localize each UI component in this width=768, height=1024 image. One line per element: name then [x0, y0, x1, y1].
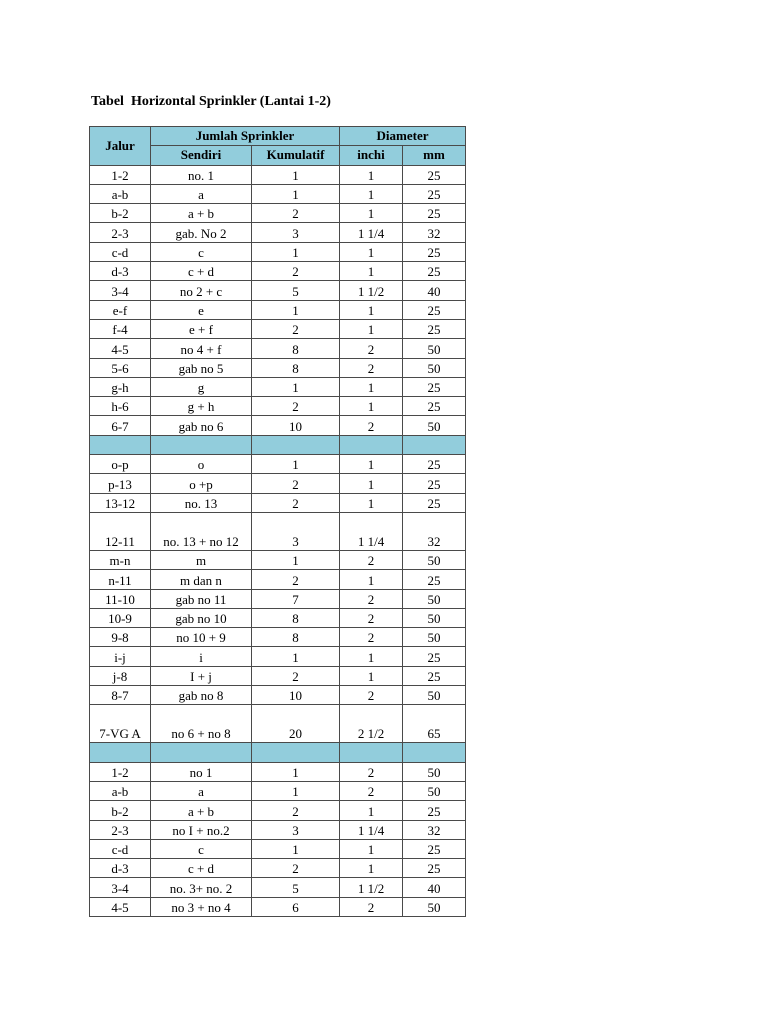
document-title: Tabel Horizontal Sprinkler (Lantai 1-2) [91, 94, 331, 109]
cell-mm: 50 [403, 550, 466, 569]
separator-cell [252, 435, 340, 454]
sprinkler-table [89, 126, 466, 917]
cell-inchi: 2 [340, 589, 403, 608]
table-row [90, 666, 466, 685]
cell-inchi: 2 [340, 550, 403, 569]
cell-kumulatif: 1 [252, 165, 340, 184]
cell-kumulatif: 1 [252, 550, 340, 569]
cell-mm: 25 [403, 300, 466, 319]
cell-jalur: 10-9 [90, 608, 151, 627]
cell-sendiri: no 2 + c [151, 281, 252, 300]
cell-inchi: 2 1/2 [340, 705, 403, 743]
separator-cell [340, 435, 403, 454]
table-row [90, 262, 466, 281]
cell-inchi: 2 [340, 781, 403, 800]
table-row [90, 319, 466, 338]
cell-sendiri: no 6 + no 8 [151, 705, 252, 743]
header-jalur: Jalur [90, 127, 151, 166]
header-inchi: inchi [340, 146, 403, 165]
cell-inchi: 1 [340, 319, 403, 338]
cell-mm: 25 [403, 319, 466, 338]
cell-sendiri: gab. No 2 [151, 223, 252, 242]
cell-mm: 25 [403, 647, 466, 666]
cell-sendiri: e + f [151, 319, 252, 338]
table-row [90, 223, 466, 242]
table-row [90, 859, 466, 878]
cell-sendiri: no 1 [151, 762, 252, 781]
cell-jalur: 7-VG A [90, 705, 151, 743]
table-header [90, 127, 466, 166]
cell-mm: 32 [403, 820, 466, 839]
cell-jalur: 4-5 [90, 339, 151, 358]
table-row [90, 762, 466, 781]
cell-kumulatif: 5 [252, 878, 340, 897]
cell-mm: 25 [403, 397, 466, 416]
header-kumulatif: Kumulatif [252, 146, 340, 165]
cell-kumulatif: 5 [252, 281, 340, 300]
cell-inchi: 1 [340, 204, 403, 223]
cell-jalur: o-p [90, 455, 151, 474]
cell-kumulatif: 8 [252, 608, 340, 627]
cell-jalur: a-b [90, 781, 151, 800]
cell-kumulatif: 2 [252, 570, 340, 589]
cell-sendiri: no. 13 [151, 493, 252, 512]
cell-kumulatif: 10 [252, 416, 340, 435]
cell-mm: 50 [403, 416, 466, 435]
cell-kumulatif: 1 [252, 455, 340, 474]
cell-jalur: 6-7 [90, 416, 151, 435]
cell-jalur: f-4 [90, 319, 151, 338]
cell-sendiri: g + h [151, 397, 252, 416]
cell-inchi: 1 [340, 300, 403, 319]
cell-kumulatif: 2 [252, 319, 340, 338]
cell-inchi: 1 1/4 [340, 223, 403, 242]
cell-kumulatif: 2 [252, 474, 340, 493]
cell-inchi: 2 [340, 628, 403, 647]
cell-inchi: 2 [340, 762, 403, 781]
cell-sendiri: gab no 8 [151, 686, 252, 705]
cell-kumulatif: 2 [252, 801, 340, 820]
cell-sendiri: no 3 + no 4 [151, 897, 252, 916]
cell-mm: 25 [403, 839, 466, 858]
cell-inchi: 1 1/4 [340, 820, 403, 839]
table-row [90, 339, 466, 358]
table-row [90, 647, 466, 666]
table-row [90, 493, 466, 512]
cell-sendiri: c + d [151, 859, 252, 878]
cell-kumulatif: 2 [252, 666, 340, 685]
section-separator-row [90, 435, 466, 454]
separator-cell [403, 435, 466, 454]
cell-jalur: h-6 [90, 397, 151, 416]
separator-cell [151, 435, 252, 454]
cell-sendiri: o +p [151, 474, 252, 493]
header-mm: mm [403, 146, 466, 165]
cell-kumulatif: 8 [252, 358, 340, 377]
cell-kumulatif: 1 [252, 300, 340, 319]
cell-kumulatif: 1 [252, 184, 340, 203]
cell-jalur: 3-4 [90, 281, 151, 300]
cell-jalur: j-8 [90, 666, 151, 685]
cell-mm: 25 [403, 474, 466, 493]
cell-mm: 25 [403, 165, 466, 184]
cell-inchi: 1 [340, 839, 403, 858]
table-row [90, 608, 466, 627]
cell-sendiri: m dan n [151, 570, 252, 589]
cell-mm: 25 [403, 204, 466, 223]
cell-jalur: 4-5 [90, 897, 151, 916]
cell-kumulatif: 3 [252, 512, 340, 550]
separator-cell [340, 743, 403, 762]
separator-cell [90, 435, 151, 454]
cell-jalur: 8-7 [90, 686, 151, 705]
cell-inchi: 2 [340, 608, 403, 627]
cell-inchi: 1 [340, 801, 403, 820]
cell-inchi: 1 [340, 647, 403, 666]
cell-inchi: 1 [340, 666, 403, 685]
cell-sendiri: I + j [151, 666, 252, 685]
cell-kumulatif: 2 [252, 493, 340, 512]
cell-mm: 25 [403, 570, 466, 589]
table-row [90, 184, 466, 203]
cell-jalur: b-2 [90, 204, 151, 223]
cell-inchi: 1 [340, 184, 403, 203]
cell-sendiri: no. 13 + no 12 [151, 512, 252, 550]
cell-sendiri: no. 1 [151, 165, 252, 184]
cell-jalur: 1-2 [90, 762, 151, 781]
header-diameter: Diameter [340, 127, 466, 146]
cell-sendiri: e [151, 300, 252, 319]
cell-jalur: b-2 [90, 801, 151, 820]
cell-jalur: 9-8 [90, 628, 151, 647]
table-row [90, 512, 466, 550]
table-row [90, 358, 466, 377]
cell-kumulatif: 7 [252, 589, 340, 608]
cell-jalur: n-11 [90, 570, 151, 589]
cell-jalur: 13-12 [90, 493, 151, 512]
table-row [90, 300, 466, 319]
cell-inchi: 2 [340, 358, 403, 377]
cell-mm: 50 [403, 897, 466, 916]
cell-inchi: 2 [340, 416, 403, 435]
table-row [90, 820, 466, 839]
table-row [90, 897, 466, 916]
cell-inchi: 1 [340, 242, 403, 261]
cell-sendiri: no. 3+ no. 2 [151, 878, 252, 897]
cell-jalur: p-13 [90, 474, 151, 493]
cell-inchi: 1 [340, 165, 403, 184]
cell-mm: 50 [403, 628, 466, 647]
cell-kumulatif: 20 [252, 705, 340, 743]
cell-jalur: 2-3 [90, 223, 151, 242]
cell-jalur: g-h [90, 377, 151, 396]
cell-mm: 50 [403, 339, 466, 358]
cell-kumulatif: 2 [252, 204, 340, 223]
cell-mm: 25 [403, 242, 466, 261]
cell-sendiri: a [151, 781, 252, 800]
cell-inchi: 1 [340, 377, 403, 396]
cell-inchi: 2 [340, 897, 403, 916]
cell-sendiri: gab no 6 [151, 416, 252, 435]
table-row [90, 397, 466, 416]
separator-cell [90, 743, 151, 762]
cell-sendiri: i [151, 647, 252, 666]
cell-mm: 25 [403, 262, 466, 281]
cell-inchi: 1 1/2 [340, 281, 403, 300]
cell-mm: 50 [403, 358, 466, 377]
cell-mm: 50 [403, 608, 466, 627]
cell-jalur: c-d [90, 839, 151, 858]
table-body [90, 165, 466, 916]
table-row [90, 801, 466, 820]
table-row [90, 281, 466, 300]
cell-sendiri: a [151, 184, 252, 203]
cell-inchi: 1 [340, 262, 403, 281]
cell-kumulatif: 1 [252, 242, 340, 261]
cell-sendiri: gab no 5 [151, 358, 252, 377]
header-sendiri: Sendiri [151, 146, 252, 165]
table-row [90, 589, 466, 608]
table-row [90, 550, 466, 569]
cell-kumulatif: 1 [252, 762, 340, 781]
cell-jalur: i-j [90, 647, 151, 666]
cell-kumulatif: 2 [252, 262, 340, 281]
header-row-top [90, 127, 466, 146]
cell-kumulatif: 6 [252, 897, 340, 916]
cell-kumulatif: 1 [252, 781, 340, 800]
table-row [90, 705, 466, 743]
cell-kumulatif: 1 [252, 377, 340, 396]
separator-cell [151, 743, 252, 762]
cell-mm: 25 [403, 666, 466, 685]
cell-jalur: d-3 [90, 262, 151, 281]
cell-inchi: 1 [340, 397, 403, 416]
cell-sendiri: c + d [151, 262, 252, 281]
cell-mm: 50 [403, 762, 466, 781]
cell-sendiri: no 10 + 9 [151, 628, 252, 647]
cell-mm: 50 [403, 589, 466, 608]
cell-mm: 40 [403, 281, 466, 300]
cell-mm: 25 [403, 493, 466, 512]
cell-kumulatif: 10 [252, 686, 340, 705]
cell-inchi: 2 [340, 686, 403, 705]
cell-jalur: 12-11 [90, 512, 151, 550]
cell-mm: 40 [403, 878, 466, 897]
separator-cell [252, 743, 340, 762]
cell-mm: 65 [403, 705, 466, 743]
cell-inchi: 2 [340, 339, 403, 358]
cell-jalur: 2-3 [90, 820, 151, 839]
cell-kumulatif: 2 [252, 397, 340, 416]
cell-mm: 50 [403, 781, 466, 800]
cell-mm: 32 [403, 223, 466, 242]
cell-inchi: 1 1/2 [340, 878, 403, 897]
table-row [90, 474, 466, 493]
cell-kumulatif: 8 [252, 339, 340, 358]
cell-inchi: 1 1/4 [340, 512, 403, 550]
cell-inchi: 1 [340, 455, 403, 474]
cell-sendiri: c [151, 839, 252, 858]
cell-sendiri: no I + no.2 [151, 820, 252, 839]
table-row [90, 570, 466, 589]
cell-jalur: c-d [90, 242, 151, 261]
cell-kumulatif: 8 [252, 628, 340, 647]
cell-sendiri: a + b [151, 801, 252, 820]
table-row [90, 455, 466, 474]
table-row [90, 686, 466, 705]
cell-sendiri: m [151, 550, 252, 569]
cell-jalur: e-f [90, 300, 151, 319]
table-row [90, 628, 466, 647]
cell-mm: 25 [403, 801, 466, 820]
cell-kumulatif: 1 [252, 839, 340, 858]
cell-inchi: 1 [340, 570, 403, 589]
cell-kumulatif: 3 [252, 820, 340, 839]
table-row [90, 416, 466, 435]
cell-inchi: 1 [340, 493, 403, 512]
separator-cell [403, 743, 466, 762]
cell-jalur: 3-4 [90, 878, 151, 897]
table-row [90, 878, 466, 897]
cell-mm: 25 [403, 455, 466, 474]
cell-sendiri: a + b [151, 204, 252, 223]
cell-jalur: d-3 [90, 859, 151, 878]
table-row [90, 781, 466, 800]
cell-inchi: 1 [340, 859, 403, 878]
cell-mm: 32 [403, 512, 466, 550]
cell-jalur: a-b [90, 184, 151, 203]
cell-mm: 50 [403, 686, 466, 705]
cell-jalur: 1-2 [90, 165, 151, 184]
cell-jalur: m-n [90, 550, 151, 569]
table-row [90, 377, 466, 396]
cell-sendiri: o [151, 455, 252, 474]
cell-sendiri: gab no 10 [151, 608, 252, 627]
cell-sendiri: no 4 + f [151, 339, 252, 358]
cell-mm: 25 [403, 377, 466, 396]
cell-sendiri: c [151, 242, 252, 261]
cell-kumulatif: 3 [252, 223, 340, 242]
table-row [90, 839, 466, 858]
cell-mm: 25 [403, 184, 466, 203]
table-row [90, 204, 466, 223]
section-separator-row [90, 743, 466, 762]
cell-jalur: 5-6 [90, 358, 151, 377]
cell-sendiri: gab no 11 [151, 589, 252, 608]
cell-mm: 25 [403, 859, 466, 878]
cell-inchi: 1 [340, 474, 403, 493]
cell-kumulatif: 2 [252, 859, 340, 878]
header-jumlah-sprinkler: Jumlah Sprinkler [151, 127, 340, 146]
cell-jalur: 11-10 [90, 589, 151, 608]
cell-kumulatif: 1 [252, 647, 340, 666]
table-row [90, 242, 466, 261]
cell-sendiri: g [151, 377, 252, 396]
table-row [90, 165, 466, 184]
